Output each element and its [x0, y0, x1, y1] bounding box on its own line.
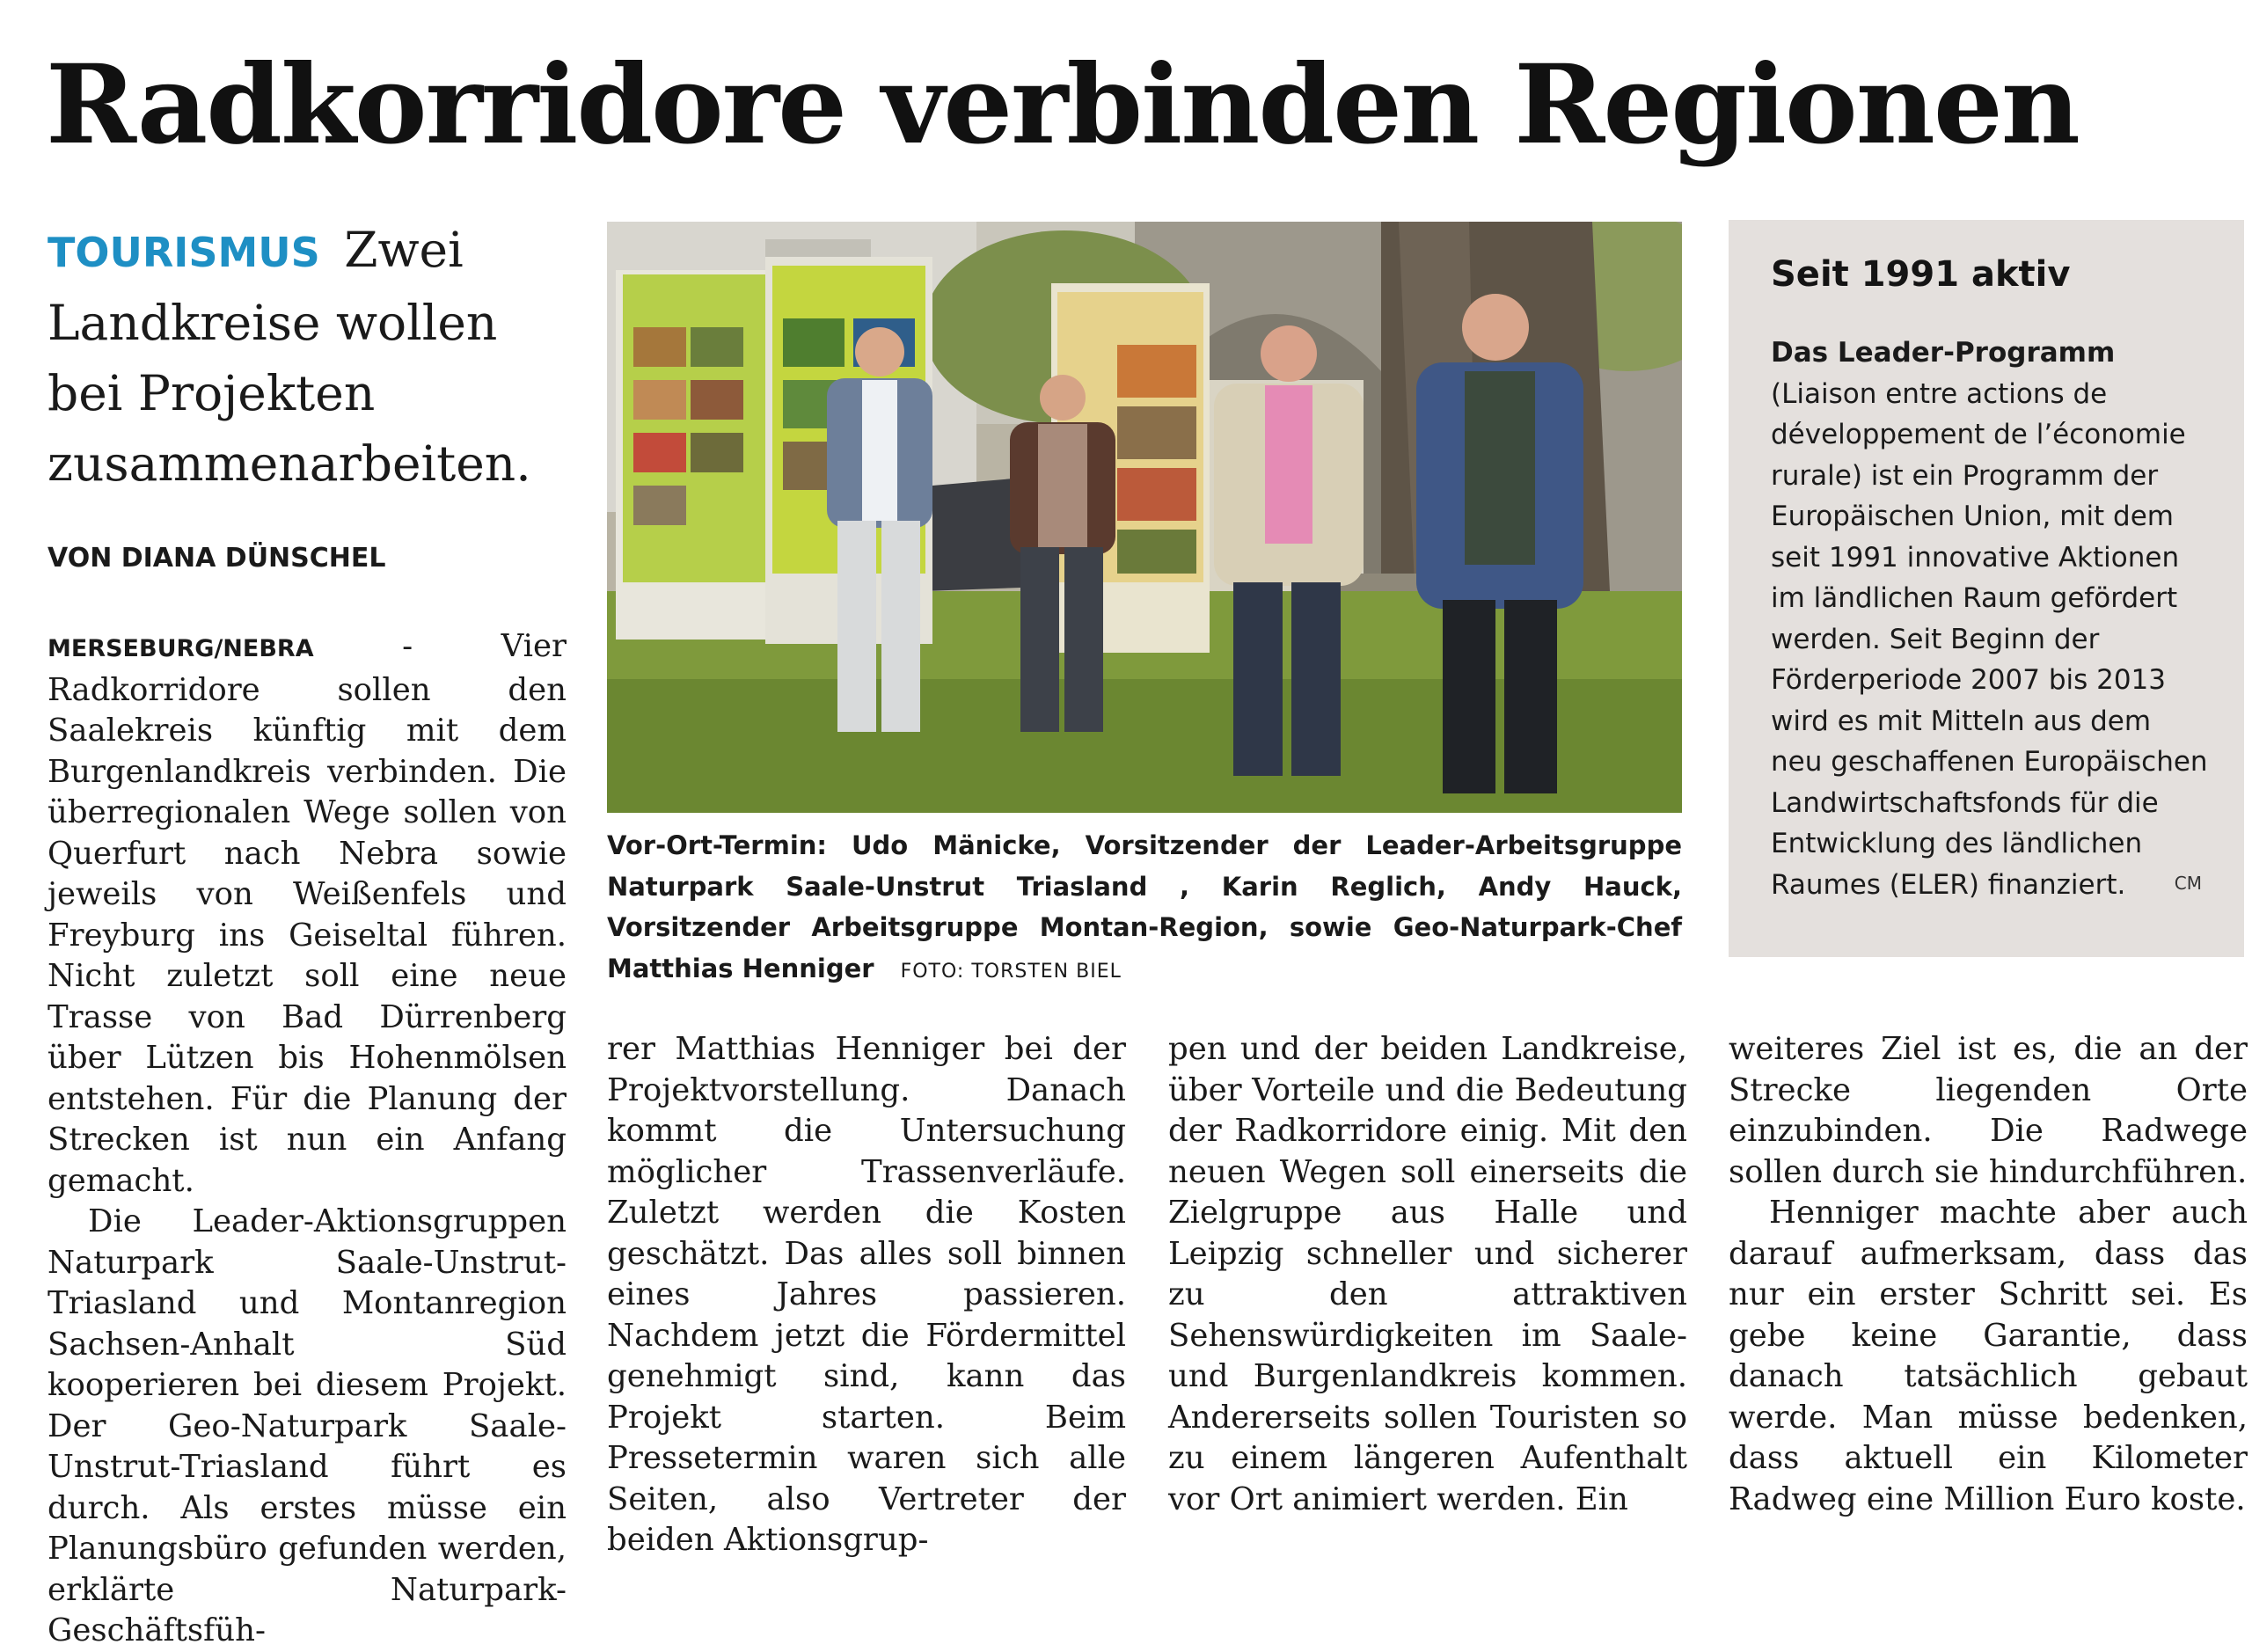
info-box-title: Seit 1991 aktiv	[1771, 254, 2071, 295]
article-lead: - Vier Radkorridore sollen den Saalekreis künftig mit dem Burgenlandkreis verbinden. Die überregionalen Wege sollen von Querfurt nach Nebra sowie jeweils von Weißenfels und Freyburg ins Geiseltal führen. Nicht zuletzt soll eine neue Trasse von Bad Dürrenberg über Lützen bis Hohenmölsen entstehen. Für die Planung der Strecken ist nun ein Anfang gemacht.	[48, 628, 567, 1199]
info-box-body: (Liaison entre actions de développement de l’économie rurale) ist ein Programm der Europäischen Union, mit dem seit 1991 innovative Aktionen im ländlichen Raum gefördert werden. Seit Beginn der Förderperiode 2007 bis 2013 wird es mit Mitteln aus dem neu geschaffenen Europäischen Landwirtschaftsfonds für die Entwicklung des ländlichen Raumes (ELER) finanziert.	[1771, 377, 2208, 901]
article-column-2: rer Matthias Henniger bei der Projektvorstellung. Danach kommt die Untersuchung möglicher Trassenverläufe. Zuletzt werden die Kosten geschätzt. Das alles soll binnen eines Jahres passieren. Nachdem jetzt die Fördermittel genehmigt sind, kann das Projekt starten. Beim Pressetermin waren sich alle Seiten, also Vertreter der beiden Aktionsgrup-	[607, 1031, 1126, 1558]
article-column-4: weiteres Ziel ist es, die an der Strecke liegenden Orte einzubinden. Die Radwege sollen durch sie hindurchführen. Henniger machte aber auch darauf aufmerksam, dass das nur ein erster Schritt sei. Es gebe keine Garantie, dass danach tatsächlich gebaut werde. Man müsse bedenken, dass aktuell ein Kilometer Radweg eine Million Euro koste.	[1729, 1029, 2248, 1520]
headline: Radkorridore verbinden Regionen	[46, 41, 2079, 169]
photo-credit: FOTO: TORSTEN BIEL	[900, 960, 1122, 983]
byline: VON DIANA DÜNSCHEL	[48, 543, 386, 574]
dateline: MERSEBURG/NEBRA	[48, 635, 314, 662]
dek-text: Zwei Landkreise wollen bei Projekten zusammenarbeiten.	[48, 222, 531, 492]
article-paragraph-3: Henniger machte aber auch darauf aufmerksam, dass das nur ein erster Schritt sei. Es gebe keine Garantie, dass danach tatsächlich gebaut werde. Man müsse bedenken, dass aktuell ein Kilometer Radweg eine Million Euro koste.	[1729, 1195, 2248, 1517]
article-column-3: pen und der beiden Landkreise, über Vorteile und die Bedeutung der Radkorridore einig. Mit den neuen Wegen soll einerseits die Zielgruppe aus Halle und Leipzig schneller und sicherer zu den attraktiven Sehenswürdigkeiten im Saale- und Burgenlandkreis kommen. Andererseits sollen Touristen so zu einem längeren Aufenthalt vor Ort animiert werden. Ein	[1168, 1031, 1687, 1517]
dek	[48, 215, 575, 499]
caption-text: Vor-Ort-Termin: Udo Mänicke, Vorsitzender der Leader-Arbeitsgruppe Naturpark Saale-Unstrut Triasland , Karin Reglich, Andy Hauck, Vorsitzender Arbeitsgruppe Montan-Region, sowie Geo-Naturpark-Chef Matthias Henniger	[607, 830, 1682, 983]
info-box-text	[1771, 333, 2211, 905]
kicker: TOURISMUS	[48, 229, 320, 276]
photo-caption	[607, 825, 1682, 992]
news-photo	[607, 222, 1682, 813]
article-column-1: MERSEBURG/NEBRA - Vier Radkorridore sollen den Saalekreis künftig mit dem Burgenlandkreis verbinden. Die überregionalen Wege sollen von Querfurt nach Nebra sowie jeweils von Weißenfels und Freyburg ins Geiseltal führen. Nicht zuletzt soll eine neue Trasse von Bad Dürrenberg über Lützen bis Hohenmölsen entstehen. Für die Planung der Strecken ist nun ein Anfang gemacht. Die Leader-Aktionsgruppen Naturpark Saale-Unstrut-Triasland und Montanregion Sachsen-Anhalt Süd kooperieren bei diesem Projekt. Der Geo-Naturpark Saale-Unstrut-Triasland führt es durch. Als erstes müsse ein Planungsbüro gefunden werden, erklärte Naturpark-Geschäftsfüh-	[48, 628, 567, 1648]
info-box-author: CM	[2174, 873, 2202, 894]
info-box-lead: Das Leader-Programm	[1771, 337, 2116, 369]
info-box	[1729, 220, 2244, 957]
